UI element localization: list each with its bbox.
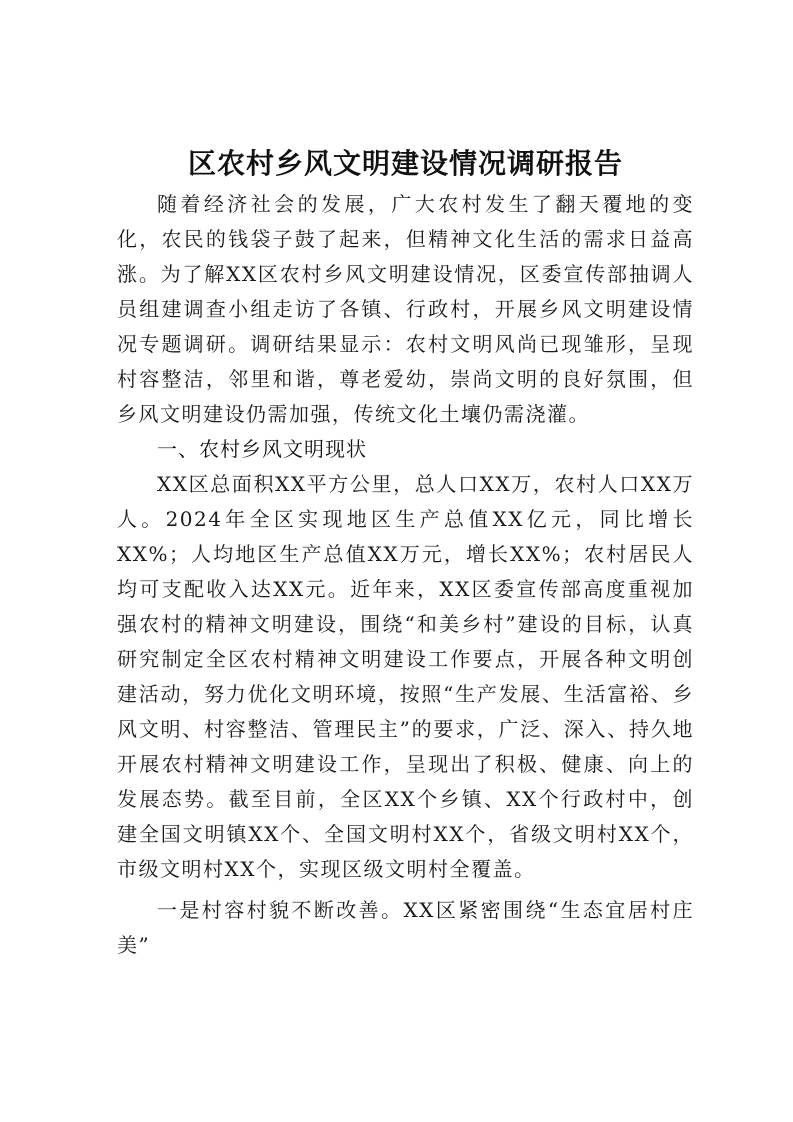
status-paragraph: XX区总面积XX平方公里，总人口XX万，农村人口XX万人。2024年全区实现地区生产总值XX亿元，同比增长XX%；人均地区生产总值XX万元，增长XX%；农村居民人均可支配收入达XX元。近年来，XX区委宣传部高度重视加强农村的精神文明建设，围绕“和美乡村”建设的目标，认真研究制定全区农村精神文明建设工作要点，开展各种文明创建活动，努力优化文明环境，按照“生产发展、生活富裕、乡风文明、村容整洁、管理民主”的要求，广泛、深入、持久地开展农村精神文明建设工作，呈现出了积极、健康、向上的发展态势。截至目前，全区XX个乡镇、XX个行政村中，创建全国文明镇XX个、全国文明村XX个，省级文明村XX个，市级文明村XX个，实现区级文明村全覆盖。 [117, 472, 694, 881]
intro-paragraph: 随着经济社会的发展，广大农村发生了翻天覆地的变化，农民的钱袋子鼓了起来，但精神文化生活的需求日益高涨。为了解XX区农村乡风文明建设情况，区委宣传部抽调人员组建调查小组走访了各镇、行政村，开展乡风文明建设情况专题调研。调研结果显示：农村文明风尚已现雏形，呈现村容整洁，邻里和谐，尊老爱幼，崇尚文明的良好氛围，但乡风文明建设仍需加强，传统文化土壤仍需浇灌。 [117, 192, 694, 426]
village-appearance-paragraph: 一是村容村貌不断改善。XX区紧密围绕“生态宜居村庄美” [117, 898, 694, 957]
document-title: 区农村乡风文明建设情况调研报告 [187, 147, 623, 180]
document-body [117, 142, 694, 963]
section-heading-status: 一、农村乡风文明现状 [157, 437, 367, 461]
